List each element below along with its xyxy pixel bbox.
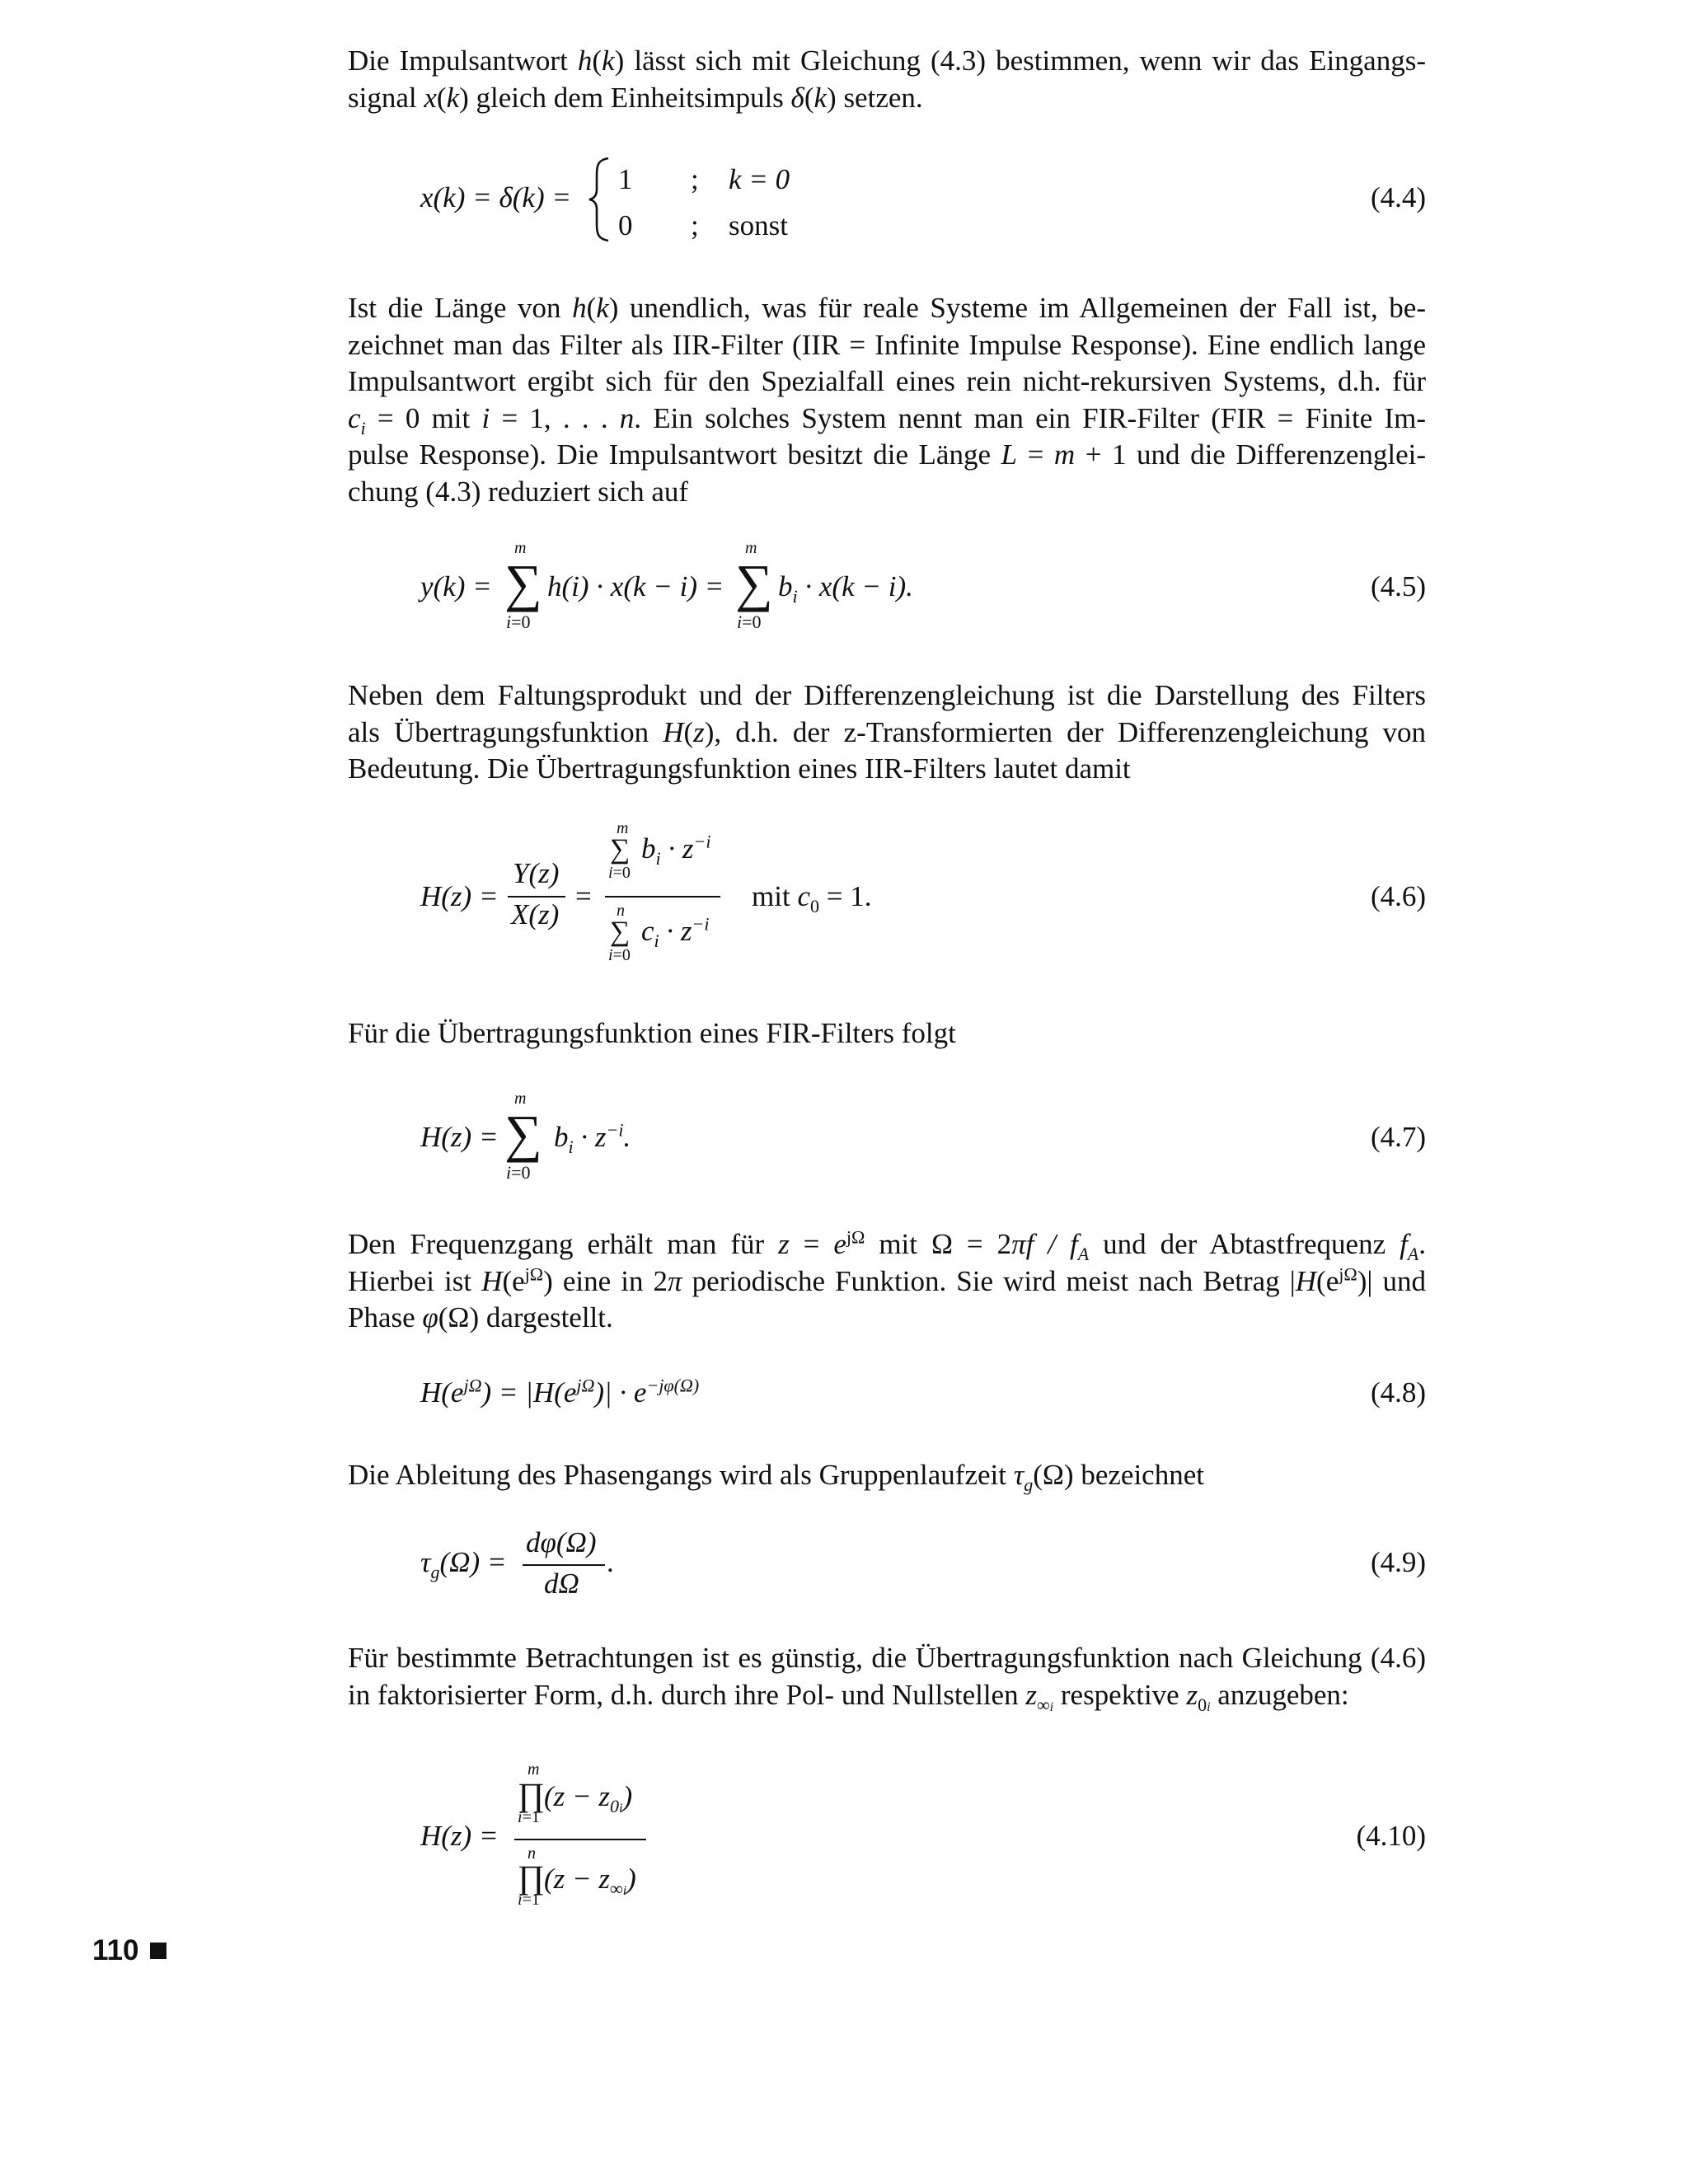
text-line: als Übertragungsfunktion H(z), d.h. der z-Transformierten der Differenzengleichung von [348,715,1426,748]
case1-separator: ; [691,163,699,195]
denominator-term: $(z - z_{\infty i})$ [544,1863,636,1899]
paragraph-impulse-response [348,43,1426,116]
text-line: Ist die Länge von h(k) unendlich, was für reale Systeme im Allgemeinen der Fall ist, be- [348,292,1426,324]
sum-lower-limit: i=0 [608,864,631,882]
text-line: $c_i = 0$ mit i = 1, . . . n. Ein solches System nennt man ein FIR-Filter (FIR = Finite Im- [348,401,1426,438]
text-line: Bedeutung. Die Übertragungsfunktion eines IIR-Filters lautet damit [348,752,1131,785]
product-upper-limit: n [528,1844,536,1863]
fraction-numerator: Y(z) [513,857,560,889]
text-line: Für die Übertragungsfunktion eines FIR-Filters folgt [348,1017,956,1049]
page-number: 110 [92,1934,166,1967]
equation-body: $H(e^{j\Omega}) = |H(e^{j\Omega})| \cdot e^{-j\varphi(\Omega)}$ [420,1375,700,1408]
equation-4-9 [0,1521,1688,1604]
case1-value: 1 [618,163,633,195]
product-symbol-icon: ∏ [518,1776,545,1813]
sum-symbol-icon: ∑ [610,834,631,865]
sum-upper-limit: m [514,539,527,557]
paragraph-transfer-function [348,677,1426,788]
sum-lower-limit: i=0 [608,946,631,964]
equation-4-6 [0,816,1688,981]
sum-upper-limit: m [514,1090,527,1108]
text-line: Hierbei ist $H(e^{j\Omega})$ eine in 2π periodische Funktion. Sie wird meist nach Betrag $|H(e^{j\Omega})|$ und [348,1263,1426,1297]
equation-number: (4.10) [1356,1820,1426,1852]
equation-lhs: H(z) = [420,880,499,912]
equation-4-7 [0,1086,1688,1193]
text-line: Die Impulsantwort h(k) lässt sich mit Gleichung (4.3) bestimmen, wenn wir das Eingangs- [348,45,1426,77]
sum-lower-limit: i=0 [506,612,531,632]
text-line: zeichnet man das Filter als IIR-Filter (IIR = Infinite Impulse Response). Eine endlich lange [348,328,1426,361]
sum-upper-limit: n [617,902,625,920]
sum-symbol-icon: ∑ [735,554,773,612]
equation-lhs: H(z) = [420,1820,499,1852]
sum-lower-limit: i=0 [506,1162,531,1183]
paragraph-frequency-response [348,1226,1426,1337]
sum-upper-limit: m [617,819,629,837]
convolution-term: h(i) · x(k − i) = [547,570,724,602]
equation-number: (4.4) [1370,181,1426,213]
text-line: Die Ableitung des Phasengangs wird als Gruppenlaufzeit $\tau_g(\Omega)$ bezeichnet [348,1459,1204,1495]
product-upper-limit: m [528,1760,540,1779]
sum-term: $b_i \cdot z^{-i}$. [554,1119,631,1157]
square-bullet-icon [150,1943,166,1959]
paragraph-factorized-form [348,1640,1426,1713]
equation-lhs: H(z) = [420,1121,499,1153]
equation-4-10 [0,1755,1688,1920]
product-lower-limit: i=1 [518,1808,540,1826]
equation-number: (4.9) [1370,1546,1426,1578]
equation-note: mit $c_0 = 1$. [752,880,872,916]
text-line: pulse Response). Die Impulsantwort besitzt die Länge L = m + 1 und die Differenzenglei- [348,438,1426,471]
case2-value: 0 [618,209,633,241]
fraction-bar [508,896,565,898]
case2-separator: ; [691,209,699,241]
paragraph-fir-transfer [348,1015,1426,1052]
equation-number: (4.8) [1370,1376,1426,1408]
equation-lhs: y(k) = [420,570,492,602]
sum-symbol-icon: ∑ [610,916,631,947]
text-line: signal x(k) gleich dem Einheitsimpuls δ(k) setzen. [348,81,923,114]
fraction-bar [605,896,720,898]
text-line: Für bestimmte Betrachtungen ist es günstig, die Übertragungsfunktion nach Gleichung (4.6) [348,1642,1426,1674]
equation-4-5 [0,536,1688,643]
numerator-term: $b_i \cdot z^{-i}$ [641,831,711,869]
fraction-numerator: dφ(Ω) [526,1526,597,1558]
text-line: Den Frequenzgang erhält man für $z = e^{j\Omega}$ mit $\Omega = 2\pi f / f_A$ und der Abtastfrequenz $f_A$. [348,1226,1426,1264]
product-lower-limit: i=1 [518,1891,540,1909]
equation-lhs: x(k) = δ(k) = [420,181,571,213]
sum-symbol-icon: ∑ [504,1104,542,1163]
text-line: in faktorisierter Form, d.h. durch ihre Pol- und Nullstellen $z_{\infty i}$ respektive $z_{0i}$ anzugeben: [348,1678,1349,1715]
equation-number: (4.6) [1370,880,1426,912]
product-symbol-icon: ∏ [518,1858,545,1896]
fraction-bar [523,1564,605,1566]
equation-number: (4.5) [1370,570,1426,602]
text-line: Neben dem Faltungsprodukt und der Differenzengleichung ist die Darstellung des Filters [348,679,1426,711]
coefficient-term: $b_i \cdot x(k - i)$. [778,570,913,607]
text-line: chung (4.3) reduziert sich auf [348,475,689,508]
fraction-bar [514,1839,646,1840]
denominator-term: $c_i \cdot z^{-i}$ [641,913,710,951]
text-line: Phase φ(Ω) dargestellt. [348,1301,613,1333]
equation-4-4 [0,157,1688,247]
paragraph-iir-fir [348,290,1426,510]
fraction-denominator: dΩ [544,1568,579,1600]
numerator-term: $(z - z_{0i})$ [544,1780,633,1816]
case1-condition: k = 0 [729,163,790,195]
sum-symbol-icon: ∑ [504,554,542,612]
equation-number: (4.7) [1370,1121,1426,1153]
sum-upper-limit: m [745,539,757,557]
equation-end: . [607,1546,614,1578]
paragraph-group-delay [348,1457,1426,1494]
sum-lower-limit: i=0 [737,612,762,632]
equation-lhs: $\tau_g(\Omega)$ = [420,1546,507,1582]
case2-condition: sonst [729,209,788,241]
text-line: Impulsantwort ergibt sich für den Spezialfall eines rein nicht-rekursiven Systems, d.h. für [348,365,1426,397]
equals-sign: = [575,880,592,912]
fraction-denominator: X(z) [511,898,560,930]
equation-4-8 [0,1365,1688,1422]
left-brace-icon [587,157,612,242]
